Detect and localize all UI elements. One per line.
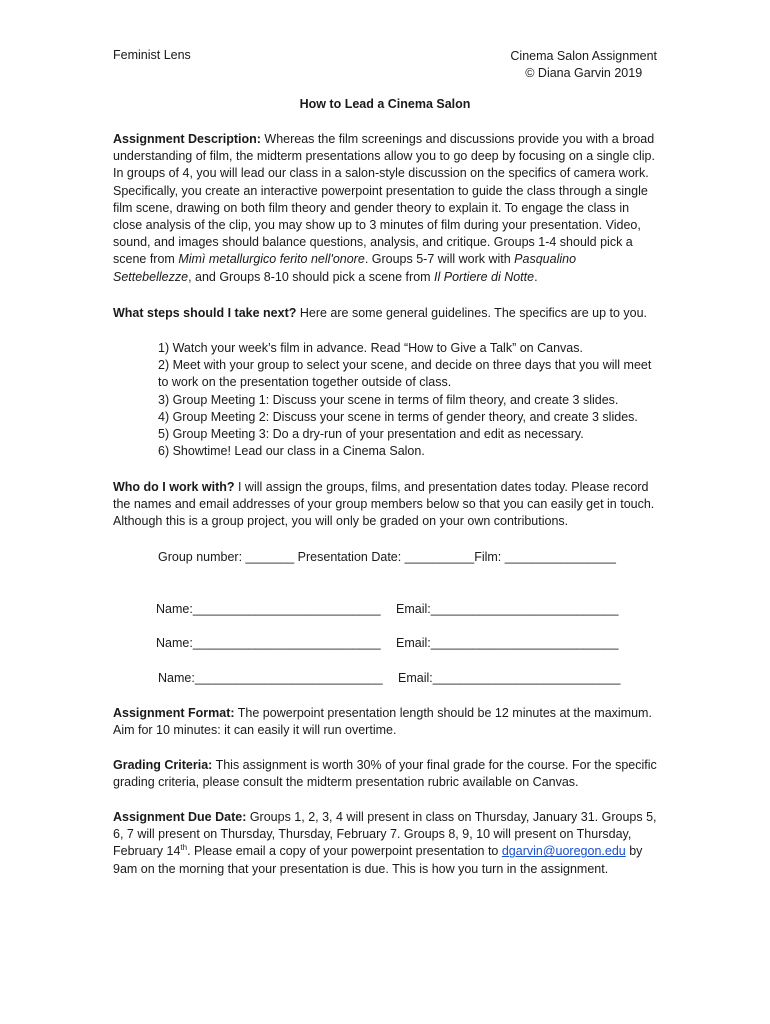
description-text2: . Groups 5-7 will work with [364,252,515,267]
steps-text: Here are some general guidelines. The specifics are up to you. [296,306,648,320]
due-text2: . Please email a copy of your powerpoint presentation to [187,844,502,859]
description-text3: , and Groups 8-10 should pick a scene from [188,269,435,284]
email-link[interactable]: dgarvin@uoregon.edu [501,844,626,859]
work-with-text: I will assign the groups, films, and presentation dates today. Please record the names and email addresses of your group members below so that you can easily get in touch. Although this is a group project, you will only be graded on your own contributions. [113,480,655,529]
group-info-line[interactable]: Group number: _______ Presentation Date: __________Film: ________________ [158,550,616,564]
grading-label: Grading Criteria: [113,758,213,772]
email-field-2[interactable]: Email:___________________________ [396,636,619,650]
film-title-1: Mimì metallurgico ferito nell'onore [178,252,365,267]
description-text4: . [534,269,538,284]
due-text1: Groups 1, 2, 3, 4 will present in class on Thursday, January 31. Groups 5, 6, 7 will present on Thursday, Thursday, February 7. Groups 8, 9, 10 will present on Thursday, February 14 [113,810,657,859]
list-item: 3) Group Meeting 1: Discuss your scene in terms of film theory, and create 3 slides. [158,392,619,407]
header-right-line1: Cinema Salon Assignment [510,49,657,63]
description-label: Assignment Description: [113,132,261,146]
work-with-label: Who do I work with? [113,480,235,494]
name-field-2[interactable]: Name:___________________________ [156,636,381,650]
header-right-line2: © Diana Garvin 2019 [525,66,643,80]
grading-section [113,757,658,791]
name-field-1[interactable]: Name:___________________________ [156,602,381,616]
film-title-2: Pasqualino Settebellezze [113,252,577,284]
list-item: 2) Meet with your group to select your scene, and decide on three days that you will meet to work on the presentation together outside of class. [158,358,652,390]
steps-list [158,340,658,460]
due-sup: th [180,843,188,853]
steps-label: What steps should I take next? [113,306,297,320]
due-text3: by 9am on the morning that your presentation is due. This is how you turn in the assignment. [113,844,643,876]
due-label: Assignment Due Date: [113,810,247,824]
format-label: Assignment Format: [113,706,235,720]
format-section [113,705,658,739]
name-field-3[interactable]: Name:___________________________ [158,671,383,685]
work-with-section [113,479,658,531]
page-title: How to Lead a Cinema Salon [299,97,471,111]
steps-intro [113,305,658,322]
format-text: The powerpoint presentation length should be 12 minutes at the maximum. Aim for 10 minutes: it can easily it will run overtime. [113,706,652,738]
list-item: 4) Group Meeting 2: Discuss your scene in terms of gender theory, and create 3 slides. [158,409,638,424]
grading-text: This assignment is worth 30% of your final grade for the course. For the specific grading criteria, please consult the midterm presentation rubric available on Canvas. [113,758,657,790]
list-item: 1) Watch your week’s film in advance. Read “How to Give a Talk” on Canvas. [158,341,583,355]
description-section [113,131,658,286]
email-field-3[interactable]: Email:___________________________ [398,671,621,685]
list-item: 5) Group Meeting 3: Do a dry-run of your presentation and edit as necessary. [158,427,584,442]
list-item: 6) Showtime! Lead our class in a Cinema Salon. [158,444,425,459]
description-text1: Whereas the film screenings and discussions provide you with a broad understanding of film, the midterm presentations allow you to go deep by focusing on a single clip. In groups of 4, you will lead our class in a salon-style discussion on the specifics of camera work. Specifically, you create an interactive powerpoint presentation to guide the class through a single film scene, drawing on both film theory and gender theory to explain it. To engage the class in close analysis of the clip, you may show up to 3 minutes of film during your presentation. Video, sound, and images should balance questions, analysis, and critique. Groups 1-4 should pick a scene from [113,132,655,267]
email-field-1[interactable]: Email:___________________________ [396,602,619,616]
film-title-3: Il Portiere di Notte [434,269,535,284]
header-left: Feminist Lens [113,48,191,62]
header-right [510,48,657,82]
due-date-section [113,809,658,878]
